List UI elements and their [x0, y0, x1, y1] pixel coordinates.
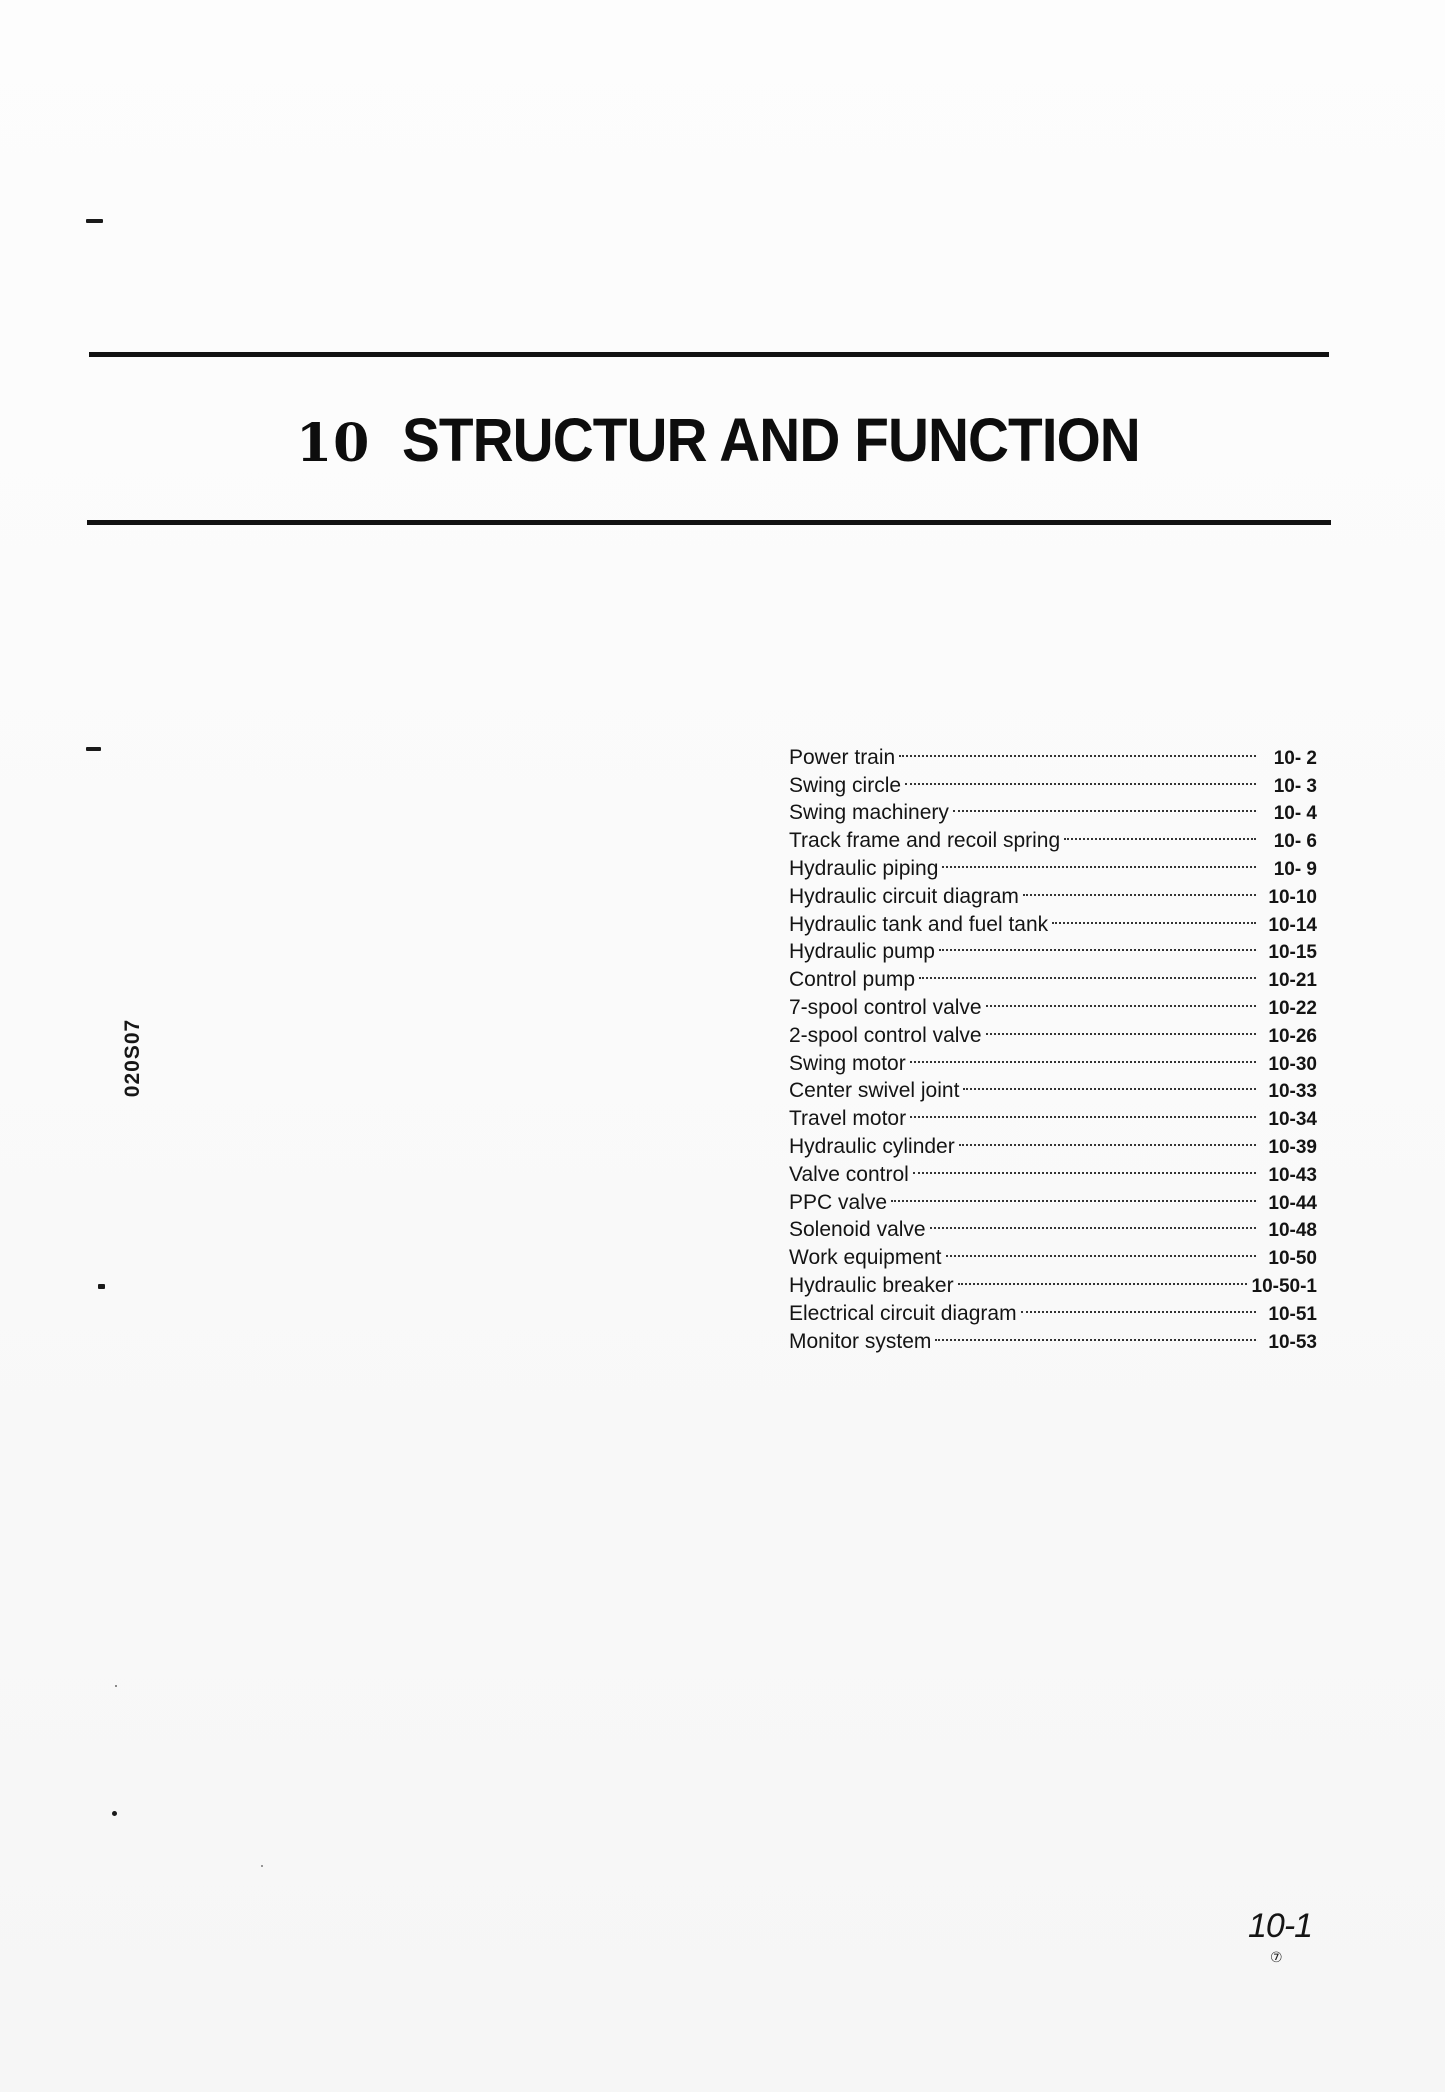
toc-entry-title: Center swivel joint: [789, 1079, 960, 1103]
scan-speck: [115, 1685, 117, 1687]
toc-entry-page: 10-33: [1268, 1081, 1317, 1103]
toc-entry-title: Power train: [789, 745, 896, 769]
toc-entry-title: Track frame and recoil spring: [789, 829, 1061, 853]
scan-speck: [261, 1865, 263, 1867]
page-number: 10-1: [1248, 1907, 1313, 1945]
toc-entry-title: Hydraulic breaker: [789, 1273, 954, 1297]
toc-entry-title: Hydraulic cylinder: [789, 1134, 955, 1158]
toc-leader-dots: [919, 958, 1258, 986]
toc-leader-dots: [953, 792, 1258, 820]
toc-leader-dots: [1052, 903, 1258, 931]
table-of-contents: [789, 736, 1317, 1353]
toc-entry-page: 10-48: [1268, 1220, 1317, 1242]
toc-leader-dots: [942, 847, 1258, 875]
chapter-title: STRUCTUR AND FUNCTION: [402, 406, 1141, 474]
toc-entry-page: 10-50-1: [1251, 1275, 1317, 1297]
toc-leader-dots: [910, 1097, 1258, 1125]
toc-entry-title: Hydraulic pump: [789, 940, 935, 964]
toc-entry-page: 10-39: [1268, 1136, 1317, 1158]
margin-mark: [86, 747, 101, 751]
toc-entry-page: 10- 9: [1273, 858, 1317, 880]
chapter-heading: [296, 405, 1196, 475]
toc-leader-dots: [986, 986, 1258, 1014]
toc-entry-page: 10-22: [1268, 997, 1317, 1019]
toc-entry: [789, 736, 1317, 769]
toc-leader-dots: [930, 1209, 1258, 1237]
toc-entry-title: Control pump: [789, 968, 916, 992]
toc-entry-title: Work equipment: [789, 1246, 942, 1270]
toc-entry-page: 10-26: [1268, 1025, 1317, 1047]
toc-entry-title: Hydraulic tank and fuel tank: [789, 912, 1049, 936]
toc-leader-dots: [905, 764, 1258, 792]
toc-leader-dots: [1064, 819, 1258, 847]
toc-entry-title: Swing motor: [789, 1051, 906, 1075]
heading-rule-top: [89, 352, 1329, 357]
toc-entry-page: 10-34: [1268, 1109, 1317, 1131]
side-document-code: 020S07: [121, 1018, 144, 1098]
toc-entry-title: Travel motor: [789, 1107, 907, 1131]
toc-leader-dots: [1023, 875, 1258, 903]
toc-entry-page: 10- 3: [1273, 775, 1317, 797]
toc-leader-dots: [899, 736, 1258, 764]
toc-entry-title: Hydraulic piping: [789, 856, 939, 880]
chapter-number: 10: [296, 413, 371, 474]
toc-entry-page: 10-15: [1268, 942, 1317, 964]
toc-leader-dots: [959, 1125, 1258, 1153]
toc-entry-title: Monitor system: [789, 1329, 932, 1353]
toc-entry-page: 10-44: [1268, 1192, 1317, 1214]
toc-entry-page: 10-51: [1268, 1303, 1317, 1325]
toc-entry-title: 7-spool control valve: [789, 995, 982, 1019]
toc-leader-dots: [935, 1320, 1258, 1348]
toc-entry-page: 10-10: [1268, 886, 1317, 908]
margin-mark: [112, 1811, 117, 1816]
toc-entry-title: Hydraulic circuit diagram: [789, 884, 1019, 908]
toc-entry-page: 10- 4: [1273, 803, 1317, 825]
toc-entry-title: Valve control: [789, 1162, 909, 1186]
toc-leader-dots: [958, 1264, 1249, 1292]
toc-entry-title: 2-spool control valve: [789, 1023, 982, 1047]
toc-entry-page: 10- 6: [1273, 831, 1317, 853]
toc-leader-dots: [1021, 1292, 1258, 1320]
toc-entry-title: Swing machinery: [789, 801, 949, 825]
toc-entry-page: 10-21: [1268, 970, 1317, 992]
toc-entry-page: 10- 2: [1273, 747, 1317, 769]
revision-mark: ⑦: [1270, 1950, 1283, 1966]
margin-mark: [98, 1284, 105, 1289]
toc-leader-dots: [986, 1014, 1258, 1042]
toc-entry-page: 10-43: [1268, 1164, 1317, 1186]
toc-entry-title: PPC valve: [789, 1190, 888, 1214]
toc-leader-dots: [913, 1153, 1258, 1181]
margin-mark: [86, 219, 103, 223]
toc-entry-title: Electrical circuit diagram: [789, 1301, 1017, 1325]
toc-entry-page: 10-14: [1268, 914, 1317, 936]
toc-entry-page: 10-53: [1268, 1331, 1317, 1353]
toc-leader-dots: [963, 1070, 1258, 1098]
toc-entry-title: Swing circle: [789, 773, 902, 797]
toc-leader-dots: [910, 1042, 1258, 1070]
toc-entry-page: 10-50: [1268, 1248, 1317, 1270]
toc-leader-dots: [939, 931, 1258, 959]
toc-leader-dots: [946, 1236, 1258, 1264]
toc-entry-title: Solenoid valve: [789, 1218, 926, 1242]
toc-entry-page: 10-30: [1268, 1053, 1317, 1075]
toc-leader-dots: [891, 1181, 1258, 1209]
heading-rule-bottom: [87, 520, 1331, 525]
